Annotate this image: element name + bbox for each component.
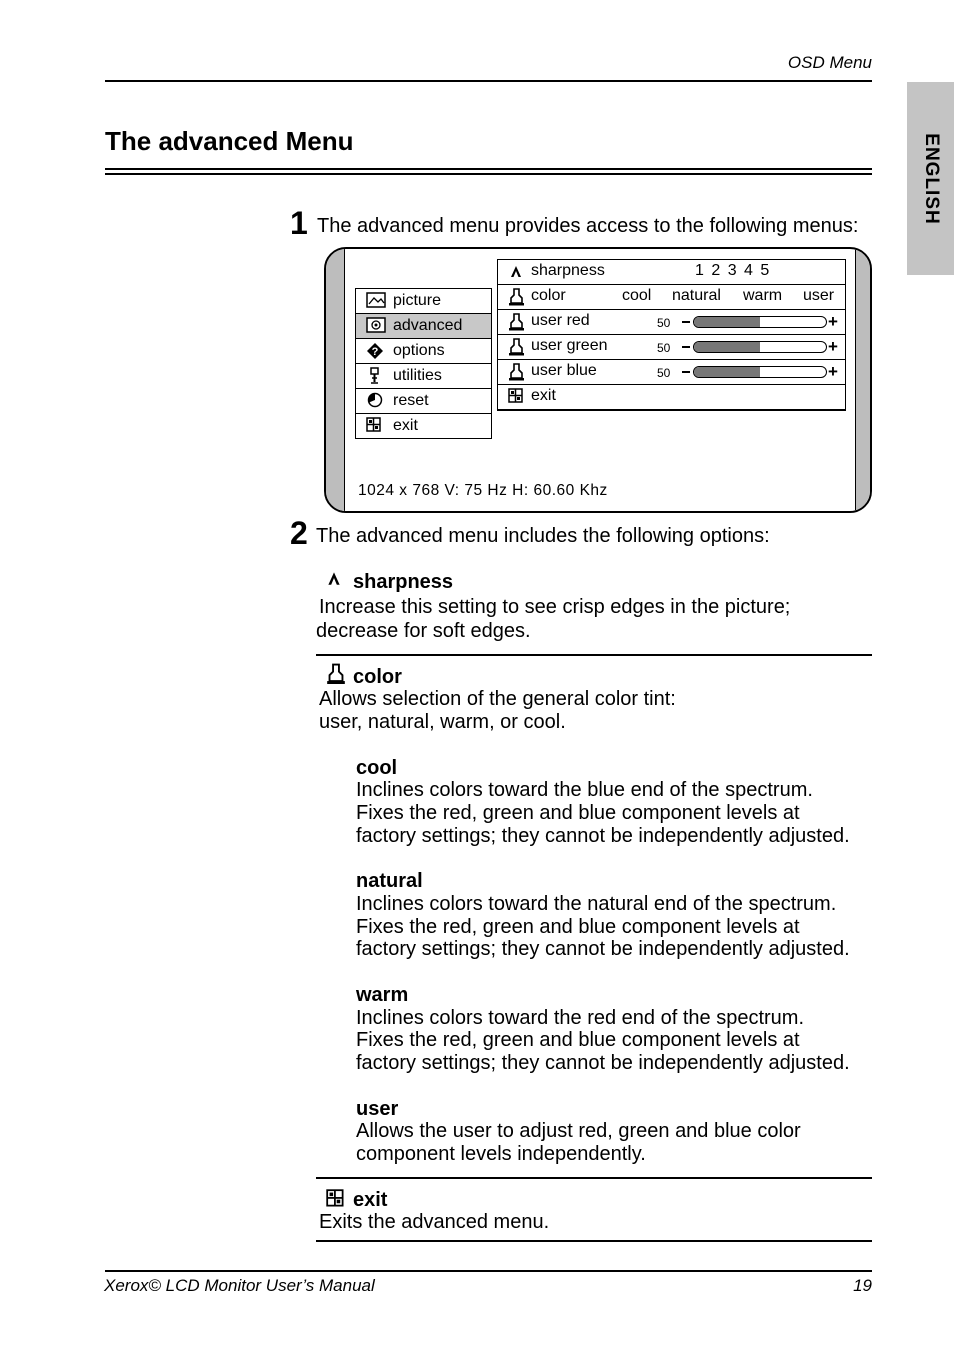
language-tab-label: ENGLISH: [920, 132, 942, 225]
submenu-label: user red: [531, 312, 590, 329]
divider: [316, 1177, 872, 1179]
step-number: 1: [290, 205, 308, 241]
slider-fill: [694, 342, 760, 352]
color-icon: [508, 288, 525, 306]
menu-item-options[interactable]: [356, 339, 491, 364]
color-icon: [326, 663, 346, 685]
option-text: factory settings; they cannot be independently adjusted.: [356, 825, 850, 847]
submenu-label: user blue: [531, 362, 597, 379]
options-icon: [366, 342, 384, 360]
sharpness-levels: 1 2 3 4 5: [695, 262, 770, 279]
menu-item-advanced[interactable]: [356, 314, 491, 339]
sub-option-title-cool: cool: [356, 757, 398, 779]
user-red-value: 50: [657, 316, 671, 330]
option-text: factory settings; they cannot be independently adjusted.: [356, 938, 850, 960]
step-text: The advanced menu includes the following options:: [316, 525, 770, 547]
color-option-cool[interactable]: cool: [622, 287, 652, 304]
menu-item-label: advanced: [393, 317, 463, 334]
step-text: The advanced menu provides access to the following menus:: [317, 215, 859, 237]
title-rule-bottom: [105, 173, 872, 175]
option-title-sharpness: sharpness: [353, 571, 454, 593]
step-number: 2: [290, 515, 308, 551]
menu-item-label: utilities: [393, 367, 442, 384]
submenu-color[interactable]: [498, 285, 845, 310]
minus-icon[interactable]: [682, 371, 690, 373]
sub-option-title-natural: natural: [356, 870, 423, 892]
language-tab: [907, 82, 954, 275]
exit-icon: [366, 417, 384, 435]
running-header: OSD Menu: [787, 53, 872, 72]
submenu-label: color: [531, 287, 566, 304]
option-text: Fixes the red, green and blue component levels at: [356, 802, 800, 824]
option-text: Inclines colors toward the blue end of the spectrum.: [356, 779, 813, 801]
resolution-readout: 1024 x 768 V: 75 Hz H: 60.60 Khz: [358, 482, 608, 499]
menu-item-label: picture: [393, 292, 442, 309]
color-option-natural[interactable]: natural: [672, 287, 721, 304]
option-text: component levels independently.: [356, 1143, 646, 1165]
option-text: Allows the user to adjust red, green and blue color: [356, 1120, 801, 1142]
option-text: Fixes the red, green and blue component levels at: [356, 916, 800, 938]
footer-rule: [105, 1270, 872, 1272]
option-text: Increase this setting to see crisp edges in the picture;: [319, 596, 791, 618]
option-text: Exits the advanced menu.: [319, 1211, 550, 1233]
option-title-color: color: [353, 666, 402, 688]
sub-option-title-user: user: [356, 1098, 399, 1120]
plus-icon[interactable]: +: [828, 362, 838, 381]
sub-option-title-warm: warm: [356, 984, 409, 1006]
menu-item-label: options: [393, 342, 445, 359]
option-text: Allows selection of the general color tint:: [319, 688, 676, 710]
footer-manual-title: Xerox© LCD Monitor User’s Manual: [104, 1276, 375, 1295]
menu-item-utilities[interactable]: [356, 364, 491, 389]
sharpness-icon: [508, 263, 525, 281]
advanced-icon: [366, 317, 384, 335]
exit-icon: [508, 388, 525, 406]
menu-item-label: reset: [393, 392, 429, 409]
picture-icon: [366, 292, 384, 310]
header-rule: [105, 80, 872, 82]
option-text: Inclines colors toward the natural end of the spectrum.: [356, 893, 837, 915]
slider-fill: [694, 367, 760, 377]
plus-icon[interactable]: +: [828, 337, 838, 356]
page-title: The advanced Menu: [105, 126, 354, 156]
color-icon: [508, 338, 525, 356]
exit-icon: [326, 1189, 345, 1208]
osd-bezel-right: [855, 249, 870, 511]
divider: [316, 654, 872, 656]
reset-icon: [366, 392, 384, 410]
submenu-sharpness[interactable]: [498, 260, 845, 285]
osd-advanced-submenu: [497, 259, 846, 411]
slider-fill: [694, 317, 760, 327]
svg-text:?: ?: [371, 346, 379, 358]
submenu-label: user green: [531, 337, 608, 354]
minus-icon[interactable]: [682, 321, 690, 323]
menu-item-exit[interactable]: [356, 414, 491, 438]
option-text: factory settings; they cannot be independently adjusted.: [356, 1052, 850, 1074]
color-option-user[interactable]: user: [803, 287, 835, 304]
title-rule-top: [105, 168, 872, 170]
submenu-label: sharpness: [531, 262, 605, 279]
menu-item-reset[interactable]: [356, 389, 491, 414]
utilities-icon: [366, 367, 384, 385]
user-blue-slider[interactable]: [693, 366, 827, 378]
option-text: user, natural, warm, or cool.: [319, 711, 566, 733]
sharpness-icon: [325, 569, 343, 587]
submenu-user-blue[interactable]: [498, 360, 845, 385]
option-title-exit: exit: [353, 1189, 388, 1211]
option-text: decrease for soft edges.: [316, 620, 531, 642]
user-green-slider[interactable]: [693, 341, 827, 353]
submenu-exit[interactable]: [498, 385, 845, 409]
divider: [316, 1240, 872, 1242]
option-text: Fixes the red, green and blue component levels at: [356, 1029, 800, 1051]
osd-bezel-left: [326, 249, 345, 511]
submenu-label: exit: [531, 387, 556, 404]
color-icon: [508, 313, 525, 331]
submenu-user-red[interactable]: [498, 310, 845, 335]
page-number: 19: [853, 1276, 872, 1295]
submenu-user-green[interactable]: [498, 335, 845, 360]
osd-screen: [324, 247, 872, 513]
osd-main-menu: [355, 288, 492, 439]
option-text: Inclines colors toward the red end of the spectrum.: [356, 1007, 805, 1029]
user-red-slider[interactable]: [693, 316, 827, 328]
menu-item-label: exit: [393, 417, 418, 434]
menu-item-picture[interactable]: [356, 289, 491, 314]
minus-icon[interactable]: [682, 346, 690, 348]
user-blue-value: 50: [657, 366, 671, 380]
color-icon: [508, 363, 525, 381]
plus-icon[interactable]: +: [828, 312, 838, 331]
color-option-warm[interactable]: warm: [743, 287, 783, 304]
user-green-value: 50: [657, 341, 671, 355]
